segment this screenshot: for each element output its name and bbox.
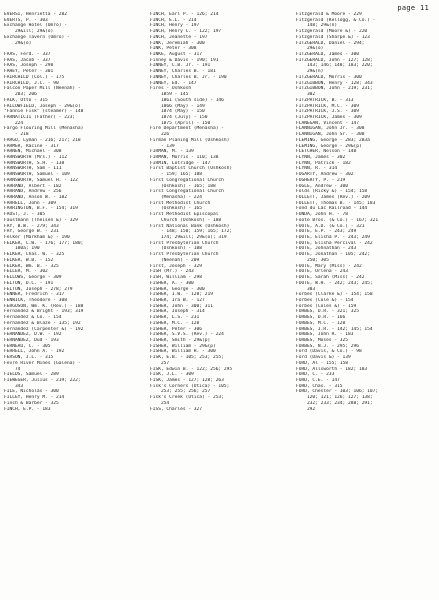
- index-entry: FISHER, Peter - 306: [150, 326, 203, 332]
- index-entry: FAY, George W. - 231: [4, 229, 59, 235]
- index-entry: Fitzgerald & Moore - 229: [296, 12, 362, 17]
- index-entry: FISK, E.B. - 105; 253; 255;: [150, 355, 224, 361]
- index-entry: FERNEAU, C. - 305: [4, 343, 51, 349]
- index-entry: Fitzgerald (Sharpe &) - 123: [296, 34, 370, 40]
- index-entry: (Menasha) - 224: [150, 195, 203, 200]
- index-entry: FELLOWS, George - 309: [4, 275, 62, 281]
- index-entry: FAIRCHILD, J.C. - 90: [4, 80, 59, 86]
- index-entry: FERSON, J.L. - 315: [4, 355, 54, 361]
- index-entry: FIELDS, Samuel - 289: [4, 372, 59, 378]
- index-entry: Fire Department (Menasha) -: [150, 126, 224, 132]
- index-entry: FORD, C. - 233: [296, 372, 335, 378]
- index-entry: FISH (Mr.) - 243: [150, 269, 194, 275]
- index-entry: FINCH, Henry - 197: [150, 23, 200, 29]
- index-entry: First Congregational Church: [150, 189, 224, 195]
- index-entry: 254: [150, 400, 170, 406]
- index-entry: FITZGERALD, Daniel - 294;: [296, 40, 365, 46]
- index-entry: FISHER, M.C. - 128: [150, 320, 200, 326]
- index-entry: FORBES, Moses - 325: [296, 337, 349, 343]
- index-entry: - 159; 165; 188: [150, 172, 203, 178]
- index-entry: Folds (Ricky &) - 154; 158: [296, 189, 368, 195]
- index-entry: FERNANDEZ, D.W. - 192: [4, 332, 62, 338]
- index-entry: FORD, Allsworth - 182; 183: [296, 366, 368, 372]
- index-entry: FORBES, D.R. - 166: [296, 315, 346, 321]
- index-entry: 29&(o): [4, 40, 32, 46]
- index-entry: First Methodist Church: [150, 200, 211, 206]
- index-entry: FITZGERALD, Morris - 300: [296, 74, 362, 80]
- index-entry: FINCH, Henry C. - 122; 197: [150, 29, 222, 35]
- index-entry: FIRMIN, Lotridge - 147: [150, 160, 211, 166]
- index-entry: 143; 146; 148; 183; 220;: [296, 63, 373, 69]
- index-entry: FISHER, Joseph - 314: [150, 309, 205, 315]
- index-entry: First Presbyterian Church: [150, 252, 219, 258]
- index-entry: 257: [150, 360, 170, 366]
- index-entry: Fernandez & Blaze - 135; 192: [4, 320, 81, 326]
- index-entry: FORD, Chas. - 315: [296, 383, 343, 389]
- index-entry: 148; 29&(n): [296, 23, 338, 29]
- index-entry: Fevre River Mines (Galena) -: [4, 360, 81, 366]
- index-entry: FOOTE, Orlena - 243: [296, 269, 349, 275]
- index-entry: FOGARTY, Andrew - 302: [296, 172, 354, 178]
- index-entry: Forbes (Clarke &) - 154; 158: [296, 292, 373, 298]
- index-entry: Faustmann (Theisen &) - 329: [4, 217, 78, 223]
- index-entry: FARGO, Lyman - 216; 217; 218: [4, 137, 81, 143]
- index-entry: FLANNIGAN, John Jr. - 308: [296, 126, 365, 132]
- index-entry: FARNSWORTH, Samuel H. - 122: [4, 177, 78, 183]
- index-entry: FOOTE, Johnathan - 243: [296, 246, 357, 252]
- index-entry: FIRMAN, M. - 139: [150, 149, 194, 155]
- index-entry: 303: [296, 286, 316, 292]
- index-entry: FISS, Charles - 327: [150, 406, 203, 412]
- index-entry: FORBES, D.R. - 321; 325: [296, 309, 359, 315]
- index-entry: Fitzgerald (Kellogg, & Co.) -: [296, 17, 376, 23]
- index-entry: FELTON, D.C. - 191: [4, 280, 54, 286]
- index-entry: (Neenah) - 209: [150, 257, 200, 263]
- index-entry: - 218: [4, 132, 29, 138]
- index-entry: FINNEY, Ed. - 147: [150, 80, 197, 86]
- index-entry: Fitzgerald (Moore &) - 220: [296, 29, 368, 35]
- index-entry: FISHER, Smith - 29&(p): [150, 337, 211, 343]
- index-entry: "Fannie Fisk" (steamer) - 148: [4, 109, 84, 115]
- index-entry: FENNER, Fredrich - 317: [4, 292, 65, 298]
- index-entry: FISHER, A. - 300: [150, 280, 194, 286]
- index-entry: FIRMAN, Morris - 110; 138: [150, 154, 219, 160]
- index-entry: 1866 (May) - 149: [150, 103, 205, 109]
- index-entry: FOLLETT, Thomas B. - 145; 183: [296, 200, 376, 206]
- index-entry: FISHER, George - 300: [150, 286, 205, 292]
- index-entry: FARRAND, Albert - 182: [4, 183, 62, 189]
- index-entry: First Methodist Episcopal: [150, 212, 219, 218]
- index-entry: 120; 121; 126; 127; 138;: [296, 395, 373, 401]
- index-entry: FINNEY, C.B. Jr. - 191: [150, 63, 211, 69]
- index-entry: FORBES, N.J. - 295; 296: [296, 343, 359, 349]
- index-entry: FISHER, William H. - 300: [150, 349, 216, 355]
- index-entry: 203; 206: [4, 92, 37, 98]
- index-entry: FERRELL, John A. - 192: [4, 349, 65, 355]
- index-entry: FONDA, John H. - 78: [296, 212, 349, 218]
- index-entry: Exchange Hotel (Omro) -: [4, 23, 67, 29]
- index-entry: FITZPATRICK, B. - 313: [296, 97, 354, 103]
- index-entry: FINCH, E.P. - 183: [4, 406, 51, 412]
- index-entry: FARRAND, Andrew - 256: [4, 189, 62, 195]
- index-entry: FITZGERALD, James - 300: [296, 52, 359, 58]
- index-entry: FALK, Otto - 315: [4, 97, 48, 103]
- index-entry: Ford (Davis, & Co.) - 98: [296, 349, 362, 355]
- index-entry: FOOTE, Jonathan - 105; 242;: [296, 252, 370, 258]
- index-entry: Fond du Lac Railroad - 144: [296, 206, 368, 212]
- index-entry: FIEWEGER, Julius - 219; 222;: [4, 378, 81, 383]
- index-entry: First Presbyterian Church: [150, 240, 219, 246]
- index-entry: 250; 305: [296, 257, 329, 263]
- index-entry: Exchange Tavern (Omro) -: [4, 34, 70, 40]
- index-entry: 29&(n): [296, 69, 324, 75]
- index-column-3: [296, 12, 436, 412]
- index-entry: First Baptist Church (Oshkosh): [150, 166, 233, 172]
- index-entry: FARRINGTON, B.F. - 154; 319: [4, 206, 78, 212]
- index-entry: 253; 255; 256; 257: [150, 389, 211, 395]
- index-entry: Firman Planing Mill (Oshkosh): [150, 137, 230, 143]
- index-entry: FLEMING, George - 29&(p): [296, 143, 362, 149]
- index-entry: Forbes (Coles &) - 159: [296, 303, 357, 309]
- index-entry: - 148; 158; 159; 165; 172;: [150, 229, 233, 235]
- index-entry: FAAS, Jacob - 337: [4, 57, 51, 63]
- index-entry: FITZGIBBON, Henry - 128; 343: [296, 80, 373, 86]
- index-entry: FISH, William - 298: [150, 275, 203, 281]
- index-entry: FISHER, William - 29&(p): [150, 343, 216, 349]
- index-entry: FARNSWORTH, Sam - 111: [4, 166, 62, 172]
- index-entry: Fisk's Corners (Utica) - 105;: [150, 383, 230, 389]
- index-entry: FARNATICII (Father) - 223;: [4, 114, 76, 120]
- index-entry: 292: [296, 406, 316, 412]
- index-entry: Forbes (Cole &) - 154: [296, 297, 354, 303]
- index-entry: FELKER, W.B. - 152: [4, 257, 54, 263]
- index-entry: FITZPATRICK, J.S. - 309: [296, 109, 359, 115]
- index-entry: FLYNN, James - 302: [296, 154, 346, 160]
- index-entry: Fisk's Creek (Utica) - 253;: [150, 395, 224, 401]
- index-entry: FELKER, Wm. B. - 325: [4, 263, 59, 269]
- index-entry: FAUST, J. - 305: [4, 212, 46, 218]
- index-entry: FOOTE, Mary (Miss) - 242: [296, 263, 362, 269]
- index-entry: FARNSWORTH, Samuel - 109: [4, 172, 70, 178]
- index-entry: 1874 (July) - 150: [150, 114, 208, 120]
- index-entry: 343: [4, 383, 24, 389]
- index-entry: FLEMING, George - 283; 283a: [296, 137, 370, 143]
- index-entry: FLYNN, Patrick - 182: [296, 160, 351, 166]
- index-entry: FISK, James - 127; 128; 263: [150, 378, 224, 383]
- index-entry: FELTON, Joseph - 278; 279: [4, 286, 73, 292]
- index-entry: Fires - Oshkosh: [150, 86, 192, 92]
- index-entry: FORBES, M.C. - 128: [296, 320, 346, 326]
- index-entry: FINNEY, Charles B. - 181: [150, 69, 216, 75]
- index-entry: Fernandez (Carpenter &) - 192: [4, 326, 84, 332]
- index-entry: FOOTE, Elisha Percival - 242: [296, 240, 373, 246]
- index-entry: Fernandez & Bright - 193; 319: [4, 309, 84, 315]
- index-entry: FAHEY, Peter - 301: [4, 69, 54, 75]
- index-entry: 226: [150, 132, 170, 138]
- index-entry: FLYNN, R. - 314: [296, 166, 338, 172]
- index-entry: FARRELL, John - 309: [4, 200, 57, 206]
- index-entry: FORD, Chester - 103; 106; 107;: [296, 389, 379, 395]
- index-entry: FINK, Jeremiah - 300: [150, 40, 205, 46]
- index-entry: FITZGERALD, John - 127; 128;: [296, 57, 373, 63]
- index-entry: FOOTE, Sarah (Miss) - 242: [296, 275, 365, 281]
- index-entry: Church (Oshkosh) - 188: [150, 217, 222, 223]
- index-entry: FARMER, Racine - 317: [4, 143, 59, 149]
- index-entry: FISHER, I.W. - 128; 219: [150, 292, 213, 298]
- index-entry: FINCH, E.L. - 214: [150, 17, 197, 23]
- index-entry: FELKER, C.W. - 176; 177; 180;: [4, 240, 84, 246]
- index-entry: FITZPATRICK, James - 309: [296, 114, 362, 120]
- index-entry: FELKER, Chas. W. - 325: [4, 252, 65, 258]
- index-entry: First Congregational Church: [150, 177, 224, 183]
- index-entry: Fargo Flouring Mill (Menasha): [4, 126, 84, 132]
- index-entry: - 139: [150, 143, 175, 149]
- index-entry: FINNEY, Charles B. Jr. - 190: [150, 74, 227, 80]
- index-entry: FITZPATRICK, M.C. - 309: [296, 103, 359, 109]
- index-entry: FISK, Edwin B. - 122; 256; 295: [150, 366, 233, 372]
- index-entry: 74: [4, 366, 21, 372]
- index-entry: FISHER, John - 300; 311: [150, 303, 213, 309]
- index-entry: (Oshkosh) - 165; 188: [150, 183, 216, 189]
- index-entry: FOGHERTY, P. - 219: [296, 177, 346, 183]
- index-entry: FORBES, John R. - 183: [296, 332, 354, 338]
- index-entry: FISK, J.L. - 309: [150, 372, 194, 378]
- index-entry: FARNSWORTH, S.H. - 138: [4, 160, 65, 166]
- index-entry: EVERSI, Henrietta - 282: [4, 12, 67, 17]
- index-column-1: [4, 12, 144, 412]
- index-entry: Ford (Davis &) - 139: [296, 355, 351, 361]
- index-entry: FITZGIBBON, John - 219; 231;: [296, 86, 373, 92]
- index-entry: FILE, Nicholas - 300: [4, 389, 59, 395]
- page-number: page 11: [397, 4, 429, 12]
- index-entry: EVERTS, P. - 303: [4, 17, 48, 23]
- index-entry: FINK, Peter - 308: [150, 46, 197, 52]
- index-entry: 29&ill; 29&(o): [4, 29, 54, 35]
- index-entry: FAY, B.W. - 279; 343: [4, 223, 59, 229]
- index-entry: 1861 (South side) - 146: [150, 97, 224, 103]
- index-entry: Felker (Markham &) - 190: [4, 235, 70, 241]
- index-entry: FERNANDEZ, Dud - 193: [4, 337, 59, 343]
- index-entry: FARRAND, Anson W. - 182: [4, 195, 67, 200]
- index-entry: 232; 233; 234; 288; 291;: [296, 400, 373, 406]
- index-entry: FORD, C.E. - 147: [296, 378, 340, 383]
- index-entry: FILLEY, Henry M. - 214: [4, 395, 65, 401]
- index-entry: FOOTE, Elisha P. - 243; 249: [296, 235, 370, 241]
- index-entry: FLANEGAN, Vincent - 147: [296, 120, 359, 126]
- index-entry: FOOTE, W.H. - 242; 243; 245;: [296, 280, 373, 286]
- index-entry: 180a; 190: [4, 246, 40, 252]
- index-entry: FENWICK, Theodore - 308: [4, 297, 67, 303]
- index-entry: FAAS, Ferd. - 337: [4, 52, 51, 58]
- index-entry: FOOTE, A.D. (& Co.) - 321: [296, 223, 365, 229]
- index-entry: 174; 29&ill; 29&(o); 319: [150, 235, 227, 241]
- index-entry: FOLLETT, James (Rev.) - 209: [296, 195, 370, 200]
- index-entry: Finney & Davis - 190; 191: [150, 57, 219, 63]
- index-entry: FINCH, Earl P. - 126; 214: [150, 12, 219, 17]
- index-entry: FALLOWFIELD, Joseph - 29&(o): [4, 103, 81, 109]
- index-entry: First, Joseph - 329: [150, 263, 203, 269]
- index-entry: FISHER, Ira W. - 127: [150, 297, 205, 303]
- index-entry: FELLER, M. - 302: [4, 269, 48, 275]
- index-entry: FORBES, J.R. - 142; 145; 154: [296, 326, 373, 332]
- index-entry: First National Bank (Oshkosh): [150, 223, 230, 229]
- index-entry: FARNSWORTH (Mrs.) - 112: [4, 154, 67, 160]
- index-entry: Falcon Paper Mill (Neenah) -: [4, 86, 81, 92]
- index-entry: 1875 (April) - 150: [150, 120, 211, 126]
- index-column-2: [150, 12, 290, 412]
- index-entry: 1874 (May) - 150: [150, 109, 205, 115]
- index-entry: FAAS, Joseph - 298: [4, 63, 54, 69]
- index-entry: FINKE, August - 317: [150, 52, 203, 58]
- index-entry: FAIRCHILD (Col.) - 175: [4, 74, 65, 80]
- index-entry: FISHER, S.V.S. (Rev.) - 224: [150, 332, 224, 338]
- index-entry: FARNEN, Michael - 308: [4, 149, 62, 155]
- index-entry: 29&(o): [296, 46, 324, 52]
- index-entry: 302: [296, 92, 316, 98]
- index-entry: FORD, Al - 155; 158: [296, 360, 349, 366]
- index-entry: FINCH, Jeanette - 197: [150, 34, 208, 40]
- index-entry: (Oshkosh) - 165: [150, 206, 203, 212]
- index-entry: FISHER, L.S. - 231: [150, 315, 200, 321]
- index-entry: FOGLE, Andrew - 300: [296, 183, 349, 189]
- index-entry: FERGUSON, Wm. K. (Rev.) - 188: [4, 303, 84, 309]
- index-entry: Fernandez & Co. - 154: [4, 315, 62, 321]
- index-entry: FLANNIGAN, John Sr. - 308: [296, 132, 365, 138]
- index-entry: 224: [4, 120, 24, 126]
- index-entry: FLETCHER, Nelson - 148: [296, 149, 357, 155]
- index-entry: 1859 - 145: [150, 92, 189, 98]
- index-entry: FOOTE, E.P. - 243; 249: [296, 229, 357, 235]
- index-entry: (Oshkosh) - 188: [150, 246, 203, 252]
- index-entry: Finch & Barber - 325: [4, 400, 59, 406]
- index-entry: Foote Bros. (& Co.) - 167; 321: [296, 217, 379, 223]
